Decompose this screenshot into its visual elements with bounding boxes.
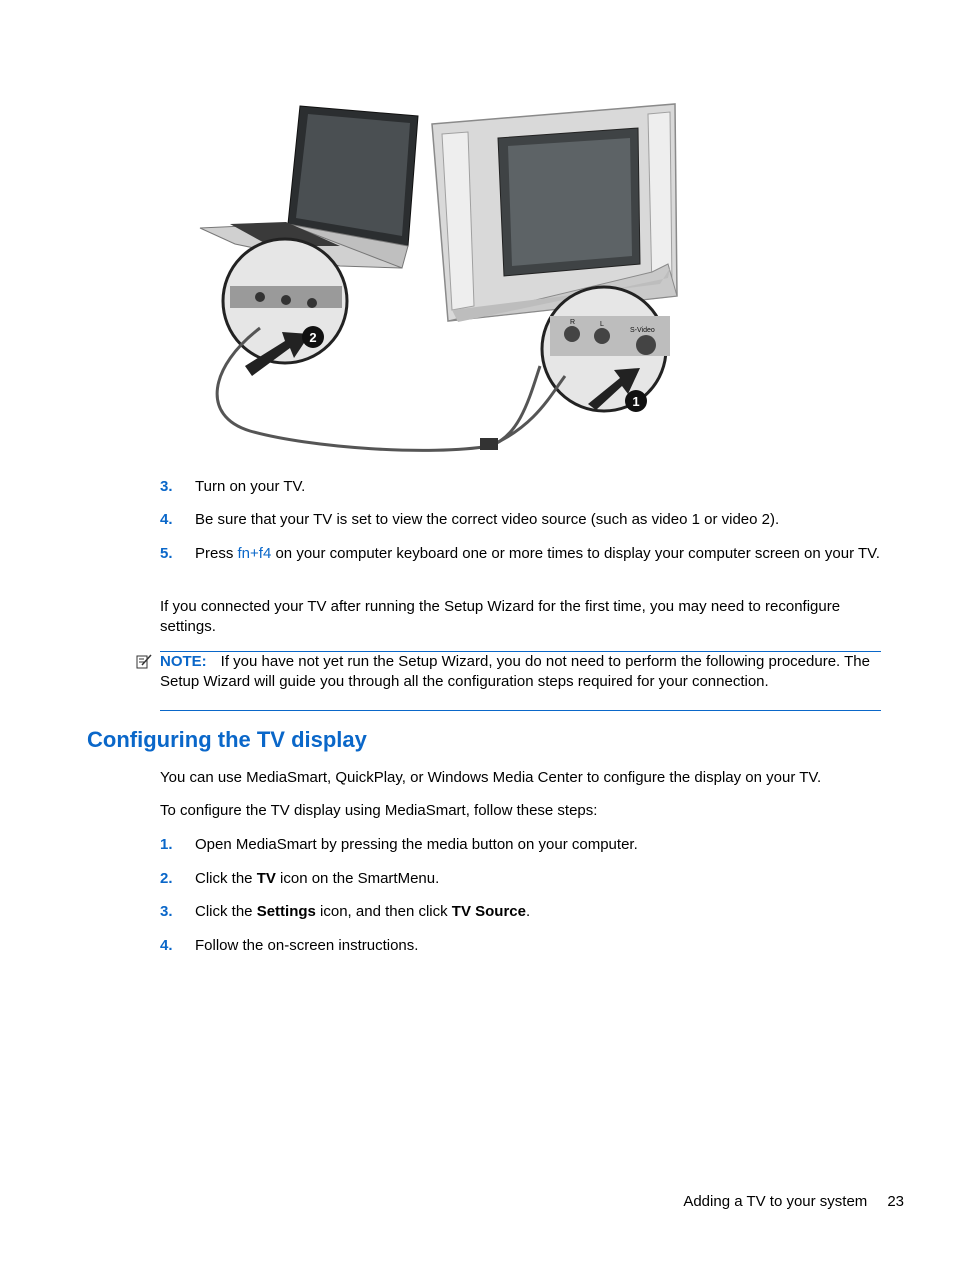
page-number: 23	[887, 1193, 904, 1210]
step-text: Turn on your TV.	[195, 478, 306, 495]
note-box	[160, 651, 881, 711]
step-number: 2.	[160, 870, 173, 887]
note-body: If you have not yet run the Setup Wizard, you do not need to perform the following procedure. The Setup Wizard will guide you through all the configuration steps required for your connection.	[160, 653, 870, 690]
tv-icon-label: TV	[256, 870, 276, 887]
footer-title: Adding a TV to your system	[683, 1193, 868, 1210]
laptop-port-zoom	[223, 239, 347, 376]
laptop-tv-connection-illustration	[190, 96, 690, 461]
step-text-pre: Click the	[195, 870, 257, 887]
step-text: Open MediaSmart by pressing the media button on your computer.	[195, 836, 638, 853]
port-l-label: L	[600, 321, 604, 328]
port-svideo-label: S-Video	[630, 327, 655, 334]
fn-f4-link[interactable]: fn+f4	[237, 545, 272, 562]
port-r-label: R	[570, 319, 576, 326]
reconfigure-paragraph: If you connected your TV after running the Setup Wizard for the first time, you may need to reconfigure settings.	[160, 598, 841, 635]
callout-two: 2	[309, 330, 317, 345]
intro-paragraph: You can use MediaSmart, QuickPlay, or Windows Media Center to configure the display on your TV.	[160, 769, 822, 786]
step-text-post: icon on the SmartMenu.	[275, 870, 440, 887]
step-text-post: on your computer keyboard one or more times to display your computer screen on your TV.	[271, 545, 880, 562]
note-label: NOTE:	[160, 653, 207, 670]
step-text	[195, 544, 880, 564]
section-heading: Configuring the TV display	[87, 727, 367, 752]
steps-intro-paragraph: To configure the TV display using MediaSmart, follow these steps:	[160, 802, 598, 819]
step-number: 1.	[160, 836, 173, 853]
tv-source-label: TV Source	[451, 903, 526, 920]
step-number: 4.	[160, 937, 173, 954]
step-text-post: .	[525, 903, 531, 920]
step-number: 4.	[160, 511, 173, 528]
step-text-mid: icon, and then click	[315, 903, 452, 920]
page-footer	[683, 1193, 904, 1210]
settings-label: Settings	[256, 903, 316, 920]
step-text	[195, 902, 880, 922]
tv-port-zoom	[542, 287, 670, 412]
step-text-pre: Click the	[195, 903, 257, 920]
step-number: 3.	[160, 478, 173, 495]
step-text: Be sure that your TV is set to view the correct video source (such as video 1 or video 2).	[195, 511, 780, 528]
step-number: 3.	[160, 903, 173, 920]
callout-one: 1	[632, 394, 640, 409]
note-text	[160, 652, 881, 691]
step-text	[195, 869, 880, 889]
tv-illustration	[432, 104, 677, 322]
step-number: 5.	[160, 545, 173, 562]
note-pencil-icon	[136, 653, 152, 669]
step-text-pre: Press	[195, 545, 238, 562]
step-text: Follow the on-screen instructions.	[195, 937, 419, 954]
